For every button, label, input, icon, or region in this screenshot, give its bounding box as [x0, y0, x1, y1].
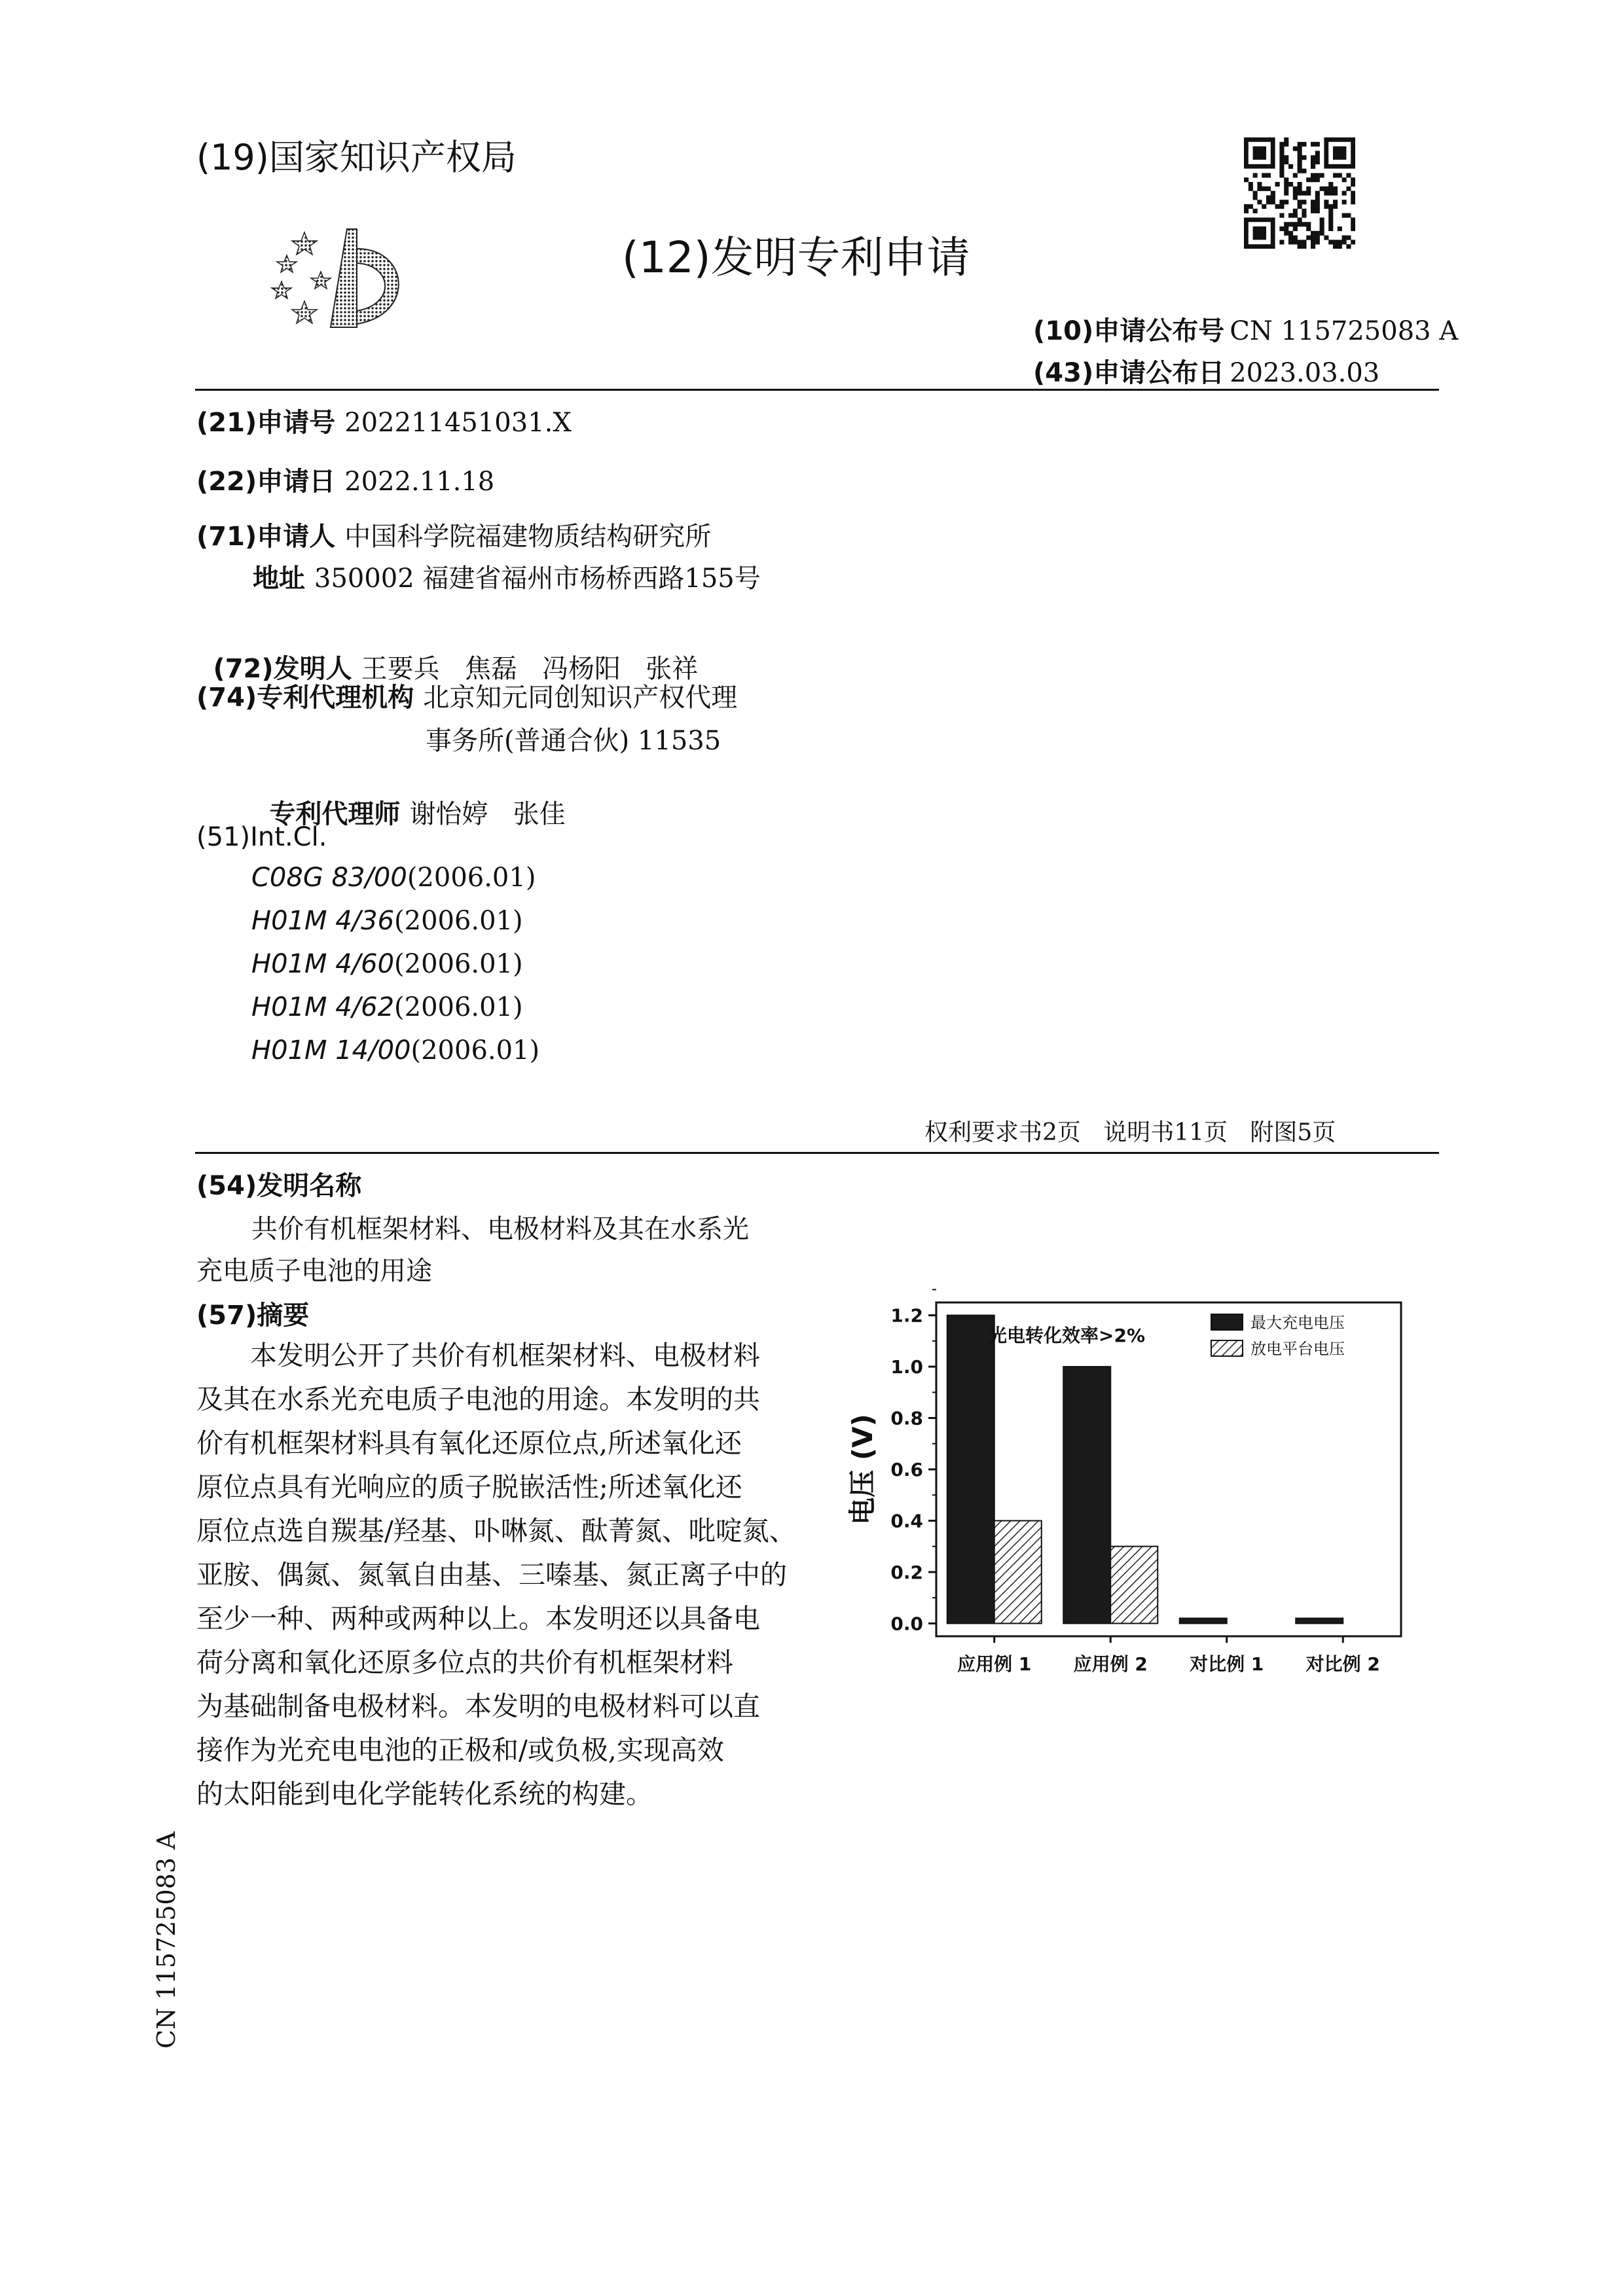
ipc-list: [251, 863, 539, 1079]
invention-title-line2: 充电质子电池的用途: [196, 1256, 432, 1286]
cnipa-logo: [268, 216, 426, 347]
ipc-entry: H01M 4/62(2006.01): [251, 992, 523, 1022]
page-counts: 权利要求书2页 说明书11页 附图5页: [924, 1119, 1336, 1146]
side-publication-number: CN 115725083 A: [152, 1831, 181, 2049]
y-tick-label: 0.8: [890, 1407, 923, 1429]
voltage-bar-chart: [831, 1283, 1421, 1715]
bar-max-charge-voltage: [1296, 1619, 1343, 1624]
bar-max-charge-voltage: [1063, 1367, 1110, 1623]
chart-annotation: 光电转化效率>2%: [989, 1325, 1145, 1346]
abstract-line: 价有机框架材料具有氧化还原位点,所述氧化还: [196, 1427, 742, 1459]
ipc-entry: C08G 83/00(2006.01): [251, 863, 536, 893]
header-rule: [195, 389, 1439, 391]
x-tick-label: 应用例 1: [957, 1653, 1032, 1675]
application-number: (21)申请号 202211451031.X: [196, 408, 572, 438]
patent-agency-line2: 事务所(普通合伙) 11535: [426, 726, 721, 756]
publication-number: (10)申请公布号 CN 115725083 A: [1033, 316, 1459, 346]
patent-agency: (74)专利代理机构 北京知元同创知识产权代理: [196, 683, 738, 713]
abstract-line: 亚胺、偶氮、氮氧自由基、三嗪基、氮正离子中的: [196, 1559, 787, 1590]
abstract-line: 原位点具有光响应的质子脱嵌活性;所述氧化还: [196, 1471, 742, 1503]
abstract-text: [196, 1334, 799, 1816]
y-tick-label: 0.0: [890, 1613, 923, 1635]
legend-swatch: [1211, 1340, 1243, 1356]
x-tick-label: 对比例 2: [1305, 1653, 1380, 1675]
applicant: (71)申请人 中国科学院福建物质结构研究所: [196, 522, 712, 552]
abstract-label: (57)摘要: [196, 1300, 310, 1331]
publication-date: (43)申请公布日 2023.03.03: [1033, 358, 1380, 388]
y-tick-label: 1.0: [890, 1356, 923, 1378]
abstract-line: 的太阳能到电化学能转化系统的构建。: [196, 1778, 653, 1810]
title-label: (54)发明名称: [196, 1171, 362, 1201]
invention-title-line1: 共价有机框架材料、电极材料及其在水系光: [251, 1214, 749, 1244]
legend-entry: 放电平台电压: [1250, 1340, 1345, 1358]
qr-code-icon: [1244, 137, 1355, 249]
inventors: (72)发明人 王要兵 焦磊 冯杨阳 张祥: [213, 654, 699, 684]
abstract-line: 及其在水系光充电质子电池的用途。本发明的共: [196, 1384, 760, 1415]
int-cl-label: (51)Int.Cl.: [196, 822, 327, 852]
abstract-figure: [831, 1283, 1421, 1715]
y-axis-label: 电压 (V): [847, 1414, 879, 1525]
office-name: (19)国家知识产权局: [196, 137, 517, 178]
bar-discharge-plateau-voltage: [1110, 1547, 1158, 1624]
abstract-line: 至少一种、两种或两种以上。本发明还以具备电: [196, 1603, 760, 1634]
y-tick-label: 1.2: [890, 1304, 923, 1327]
patent-agents: 专利代理师 谢怡婷 张佳: [269, 799, 566, 829]
x-tick-label: 应用例 2: [1073, 1653, 1148, 1675]
application-date: (22)申请日 2022.11.18: [196, 467, 495, 497]
legend-swatch: [1211, 1314, 1243, 1330]
ipc-entry: H01M 14/00(2006.01): [251, 1035, 540, 1066]
abstract-line: 荷分离和氧化还原多位点的共价有机框架材料: [196, 1647, 733, 1678]
bar-max-charge-voltage: [947, 1316, 994, 1624]
ipc-entry: H01M 4/36(2006.01): [251, 906, 523, 936]
abstract-line: 原位点选自羰基/羟基、卟啉氮、酞菁氮、吡啶氮、: [196, 1515, 796, 1547]
y-tick-label: 0.2: [890, 1561, 923, 1583]
title-rule: [195, 1152, 1439, 1154]
ipc-entry: H01M 4/60(2006.01): [251, 949, 523, 979]
y-tick-label: 0.6: [890, 1459, 923, 1480]
y-tick-label: 0.4: [890, 1510, 923, 1532]
bar-max-charge-voltage: [1180, 1619, 1227, 1624]
document-type: (12)发明专利申请: [622, 232, 970, 283]
legend-entry: 最大充电电压: [1250, 1314, 1345, 1332]
abstract-line: 为基础制备电极材料。本发明的电极材料可以直: [196, 1691, 760, 1722]
abstract-line: 接作为光充电电池的正极和/或负极,实现高效: [196, 1734, 724, 1766]
abstract-line: 本发明公开了共价有机框架材料、电极材料: [250, 1340, 760, 1371]
applicant-address: 地址 350002 福建省福州市杨桥西路155号: [253, 564, 761, 594]
x-tick-label: 对比例 1: [1190, 1653, 1264, 1675]
bar-discharge-plateau-voltage: [994, 1520, 1042, 1623]
